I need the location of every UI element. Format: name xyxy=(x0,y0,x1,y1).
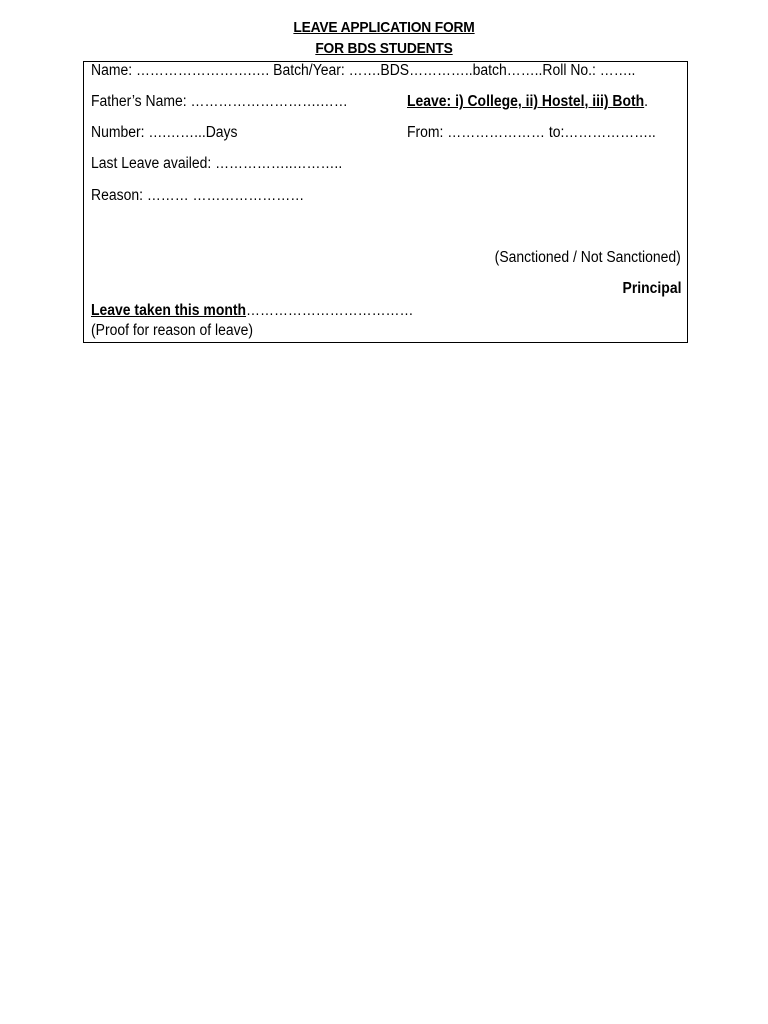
from-to-line: From: ………………… to:……………….. xyxy=(407,124,656,141)
sanction-status: (Sanctioned / Not Sanctioned) xyxy=(494,249,681,266)
leave-taken-line xyxy=(91,302,413,320)
reason-line: Reason: ……… …………………… xyxy=(91,187,305,204)
proof-note: (Proof for reason of leave) xyxy=(91,322,254,339)
principal-signatory: Principal xyxy=(622,280,681,297)
name-batch-roll-line: Name: …………………….…. Batch/Year: …….BDS…………..batch……..Roll No.: …….. xyxy=(91,62,636,79)
leave-type-line xyxy=(407,93,648,111)
number-days-line: Number: ….……...Days xyxy=(91,124,238,141)
form-title: LEAVE APPLICATION FORM xyxy=(293,19,475,36)
last-leave-line: Last Leave availed: ……………..……….. xyxy=(91,155,343,172)
leave-type-label: Leave: i) College, ii) Hostel, iii) Both xyxy=(407,93,645,110)
leave-taken-dots: ……………………………… xyxy=(246,302,414,319)
fathers-name-line: Father’s Name: ……………………….…… xyxy=(91,93,348,110)
form-subtitle: FOR BDS STUDENTS xyxy=(315,40,453,57)
leave-taken-label: Leave taken this month xyxy=(91,302,247,319)
leave-type-suffix: . xyxy=(644,93,649,110)
leave-form-box xyxy=(83,61,688,343)
